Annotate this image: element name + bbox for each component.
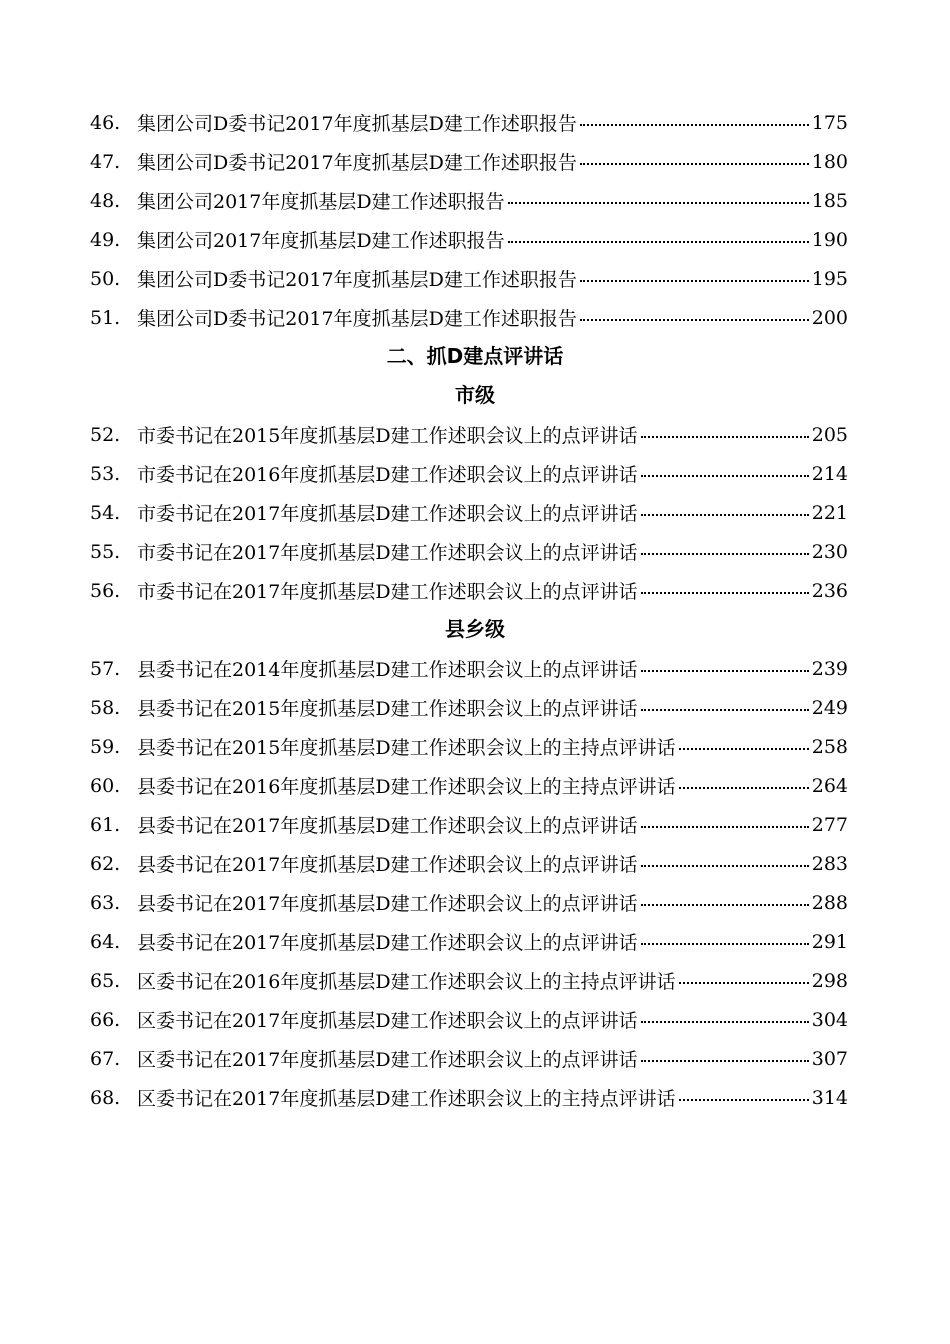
entry-title: 集团公司2017年度抓基层D建工作述职报告 bbox=[137, 191, 505, 213]
entry-number: 51. bbox=[90, 306, 121, 329]
entry-page-number: 185 bbox=[811, 189, 848, 212]
entry-title: 市委书记在2017年度抓基层D建工作述职会议上的点评讲话 bbox=[137, 542, 638, 564]
entry-title: 集团公司2017年度抓基层D建工作述职报告 bbox=[137, 230, 505, 252]
entry-number: 48. bbox=[90, 189, 121, 212]
entry-title: 集团公司D委书记2017年度抓基层D建工作述职报告 bbox=[137, 269, 577, 291]
toc-entry[interactable] bbox=[90, 220, 848, 259]
section-heading: 二、抓D建点评讲话 bbox=[386, 344, 564, 368]
entry-page-number: 205 bbox=[811, 423, 848, 446]
entry-title: 集团公司D委书记2017年度抓基层D建工作述职报告 bbox=[137, 152, 577, 174]
toc-entry[interactable] bbox=[90, 415, 848, 454]
dot-leader bbox=[679, 1099, 809, 1101]
entry-number: 50. bbox=[90, 267, 121, 290]
toc-entry[interactable] bbox=[90, 181, 848, 220]
entry-title: 县委书记在2017年度抓基层D建工作述职会议上的点评讲话 bbox=[137, 854, 638, 876]
toc-entry[interactable] bbox=[90, 571, 848, 610]
toc-entry[interactable] bbox=[90, 493, 848, 532]
dot-leader bbox=[641, 475, 809, 477]
entry-number: 57. bbox=[90, 657, 121, 680]
dot-leader bbox=[641, 826, 809, 828]
entry-title: 市委书记在2017年度抓基层D建工作述职会议上的点评讲话 bbox=[137, 503, 638, 525]
dot-leader bbox=[641, 592, 809, 594]
toc-entry[interactable] bbox=[90, 259, 848, 298]
entry-page-number: 214 bbox=[811, 462, 848, 485]
entry-number: 56. bbox=[90, 579, 121, 602]
entry-page-number: 298 bbox=[811, 969, 848, 992]
entry-page-number: 288 bbox=[811, 891, 848, 914]
entry-number: 64. bbox=[90, 930, 121, 953]
dot-leader bbox=[641, 865, 809, 867]
entry-number: 49. bbox=[90, 228, 121, 251]
dot-leader bbox=[641, 709, 809, 711]
dot-leader bbox=[508, 202, 809, 204]
entry-number: 47. bbox=[90, 150, 121, 173]
dot-leader bbox=[580, 124, 809, 126]
entry-title: 县委书记在2017年度抓基层D建工作述职会议上的点评讲话 bbox=[137, 815, 638, 837]
entry-title: 市委书记在2017年度抓基层D建工作述职会议上的点评讲话 bbox=[137, 581, 638, 603]
entry-number: 46. bbox=[90, 111, 121, 134]
entry-page-number: 249 bbox=[811, 696, 848, 719]
dot-leader bbox=[641, 514, 809, 516]
dot-leader bbox=[641, 943, 809, 945]
toc-entry[interactable] bbox=[90, 766, 848, 805]
toc-entry[interactable] bbox=[90, 844, 848, 883]
entry-page-number: 239 bbox=[811, 657, 848, 680]
toc-entry[interactable] bbox=[90, 805, 848, 844]
entry-number: 55. bbox=[90, 540, 121, 563]
entry-number: 68. bbox=[90, 1086, 121, 1109]
entry-page-number: 230 bbox=[811, 540, 848, 563]
entry-title: 县委书记在2017年度抓基层D建工作述职会议上的点评讲话 bbox=[137, 932, 638, 954]
toc-entry[interactable] bbox=[90, 532, 848, 571]
toc-entry[interactable] bbox=[90, 649, 848, 688]
entry-title: 市委书记在2015年度抓基层D建工作述职会议上的点评讲话 bbox=[137, 425, 638, 447]
dot-leader bbox=[641, 670, 809, 672]
toc-entry[interactable] bbox=[90, 883, 848, 922]
entry-number: 52. bbox=[90, 423, 121, 446]
dot-leader bbox=[641, 553, 809, 555]
entry-title: 县委书记在2014年度抓基层D建工作述职会议上的点评讲话 bbox=[137, 659, 638, 681]
dot-leader bbox=[641, 904, 809, 906]
entry-number: 54. bbox=[90, 501, 121, 524]
entry-page-number: 236 bbox=[811, 579, 848, 602]
toc-entry[interactable] bbox=[90, 1078, 848, 1117]
entry-number: 62. bbox=[90, 852, 121, 875]
entry-page-number: 180 bbox=[811, 150, 848, 173]
entry-title: 区委书记在2017年度抓基层D建工作述职会议上的点评讲话 bbox=[137, 1049, 638, 1071]
entry-page-number: 283 bbox=[811, 852, 848, 875]
entry-number: 65. bbox=[90, 969, 121, 992]
toc-entry[interactable] bbox=[90, 298, 848, 337]
entry-page-number: 277 bbox=[811, 813, 848, 836]
dot-leader bbox=[679, 982, 809, 984]
entry-number: 66. bbox=[90, 1008, 121, 1031]
entry-title: 区委书记在2017年度抓基层D建工作述职会议上的点评讲话 bbox=[137, 1010, 638, 1032]
entry-number: 53. bbox=[90, 462, 121, 485]
toc-entry[interactable] bbox=[90, 454, 848, 493]
entry-title: 区委书记在2016年度抓基层D建工作述职会议上的主持点评讲话 bbox=[137, 971, 676, 993]
entry-number: 58. bbox=[90, 696, 121, 719]
entry-page-number: 195 bbox=[811, 267, 848, 290]
subsection-heading: 县乡级 bbox=[445, 617, 505, 641]
entry-page-number: 190 bbox=[811, 228, 848, 251]
dot-leader bbox=[580, 319, 809, 321]
entry-page-number: 264 bbox=[811, 774, 848, 797]
entry-number: 59. bbox=[90, 735, 121, 758]
entry-title: 集团公司D委书记2017年度抓基层D建工作述职报告 bbox=[137, 113, 577, 135]
dot-leader bbox=[641, 1060, 809, 1062]
entry-title: 区委书记在2017年度抓基层D建工作述职会议上的主持点评讲话 bbox=[137, 1088, 676, 1110]
entry-page-number: 221 bbox=[811, 501, 848, 524]
entry-title: 县委书记在2015年度抓基层D建工作述职会议上的点评讲话 bbox=[137, 698, 638, 720]
entry-number: 67. bbox=[90, 1047, 121, 1070]
entry-number: 61. bbox=[90, 813, 121, 836]
entry-page-number: 307 bbox=[811, 1047, 848, 1070]
entry-page-number: 291 bbox=[811, 930, 848, 953]
toc-entry[interactable] bbox=[90, 688, 848, 727]
entry-page-number: 304 bbox=[811, 1008, 848, 1031]
entry-page-number: 200 bbox=[811, 306, 848, 329]
toc-entry[interactable] bbox=[90, 961, 848, 1000]
dot-leader bbox=[580, 163, 809, 165]
entry-number: 63. bbox=[90, 891, 121, 914]
toc-entry[interactable] bbox=[90, 142, 848, 181]
toc-entry[interactable] bbox=[90, 1000, 848, 1039]
dot-leader bbox=[679, 787, 809, 789]
dot-leader bbox=[641, 1021, 809, 1023]
entry-page-number: 314 bbox=[811, 1086, 848, 1109]
entry-number: 60. bbox=[90, 774, 121, 797]
entry-title: 市委书记在2016年度抓基层D建工作述职会议上的点评讲话 bbox=[137, 464, 638, 486]
dot-leader bbox=[641, 436, 809, 438]
toc-entry[interactable] bbox=[90, 727, 848, 766]
dot-leader bbox=[580, 280, 809, 282]
entry-title: 县委书记在2015年度抓基层D建工作述职会议上的主持点评讲话 bbox=[137, 737, 676, 759]
toc-entry[interactable] bbox=[90, 103, 848, 142]
entry-page-number: 175 bbox=[811, 111, 848, 134]
dot-leader bbox=[679, 748, 809, 750]
entry-title: 县委书记在2016年度抓基层D建工作述职会议上的主持点评讲话 bbox=[137, 776, 676, 798]
entry-page-number: 258 bbox=[811, 735, 848, 758]
entry-title: 县委书记在2017年度抓基层D建工作述职会议上的点评讲话 bbox=[137, 893, 638, 915]
toc-entry[interactable] bbox=[90, 922, 848, 961]
subsection-heading: 市级 bbox=[455, 383, 495, 407]
entry-title: 集团公司D委书记2017年度抓基层D建工作述职报告 bbox=[137, 308, 577, 330]
toc-entry[interactable] bbox=[90, 1039, 848, 1078]
dot-leader bbox=[508, 241, 809, 243]
